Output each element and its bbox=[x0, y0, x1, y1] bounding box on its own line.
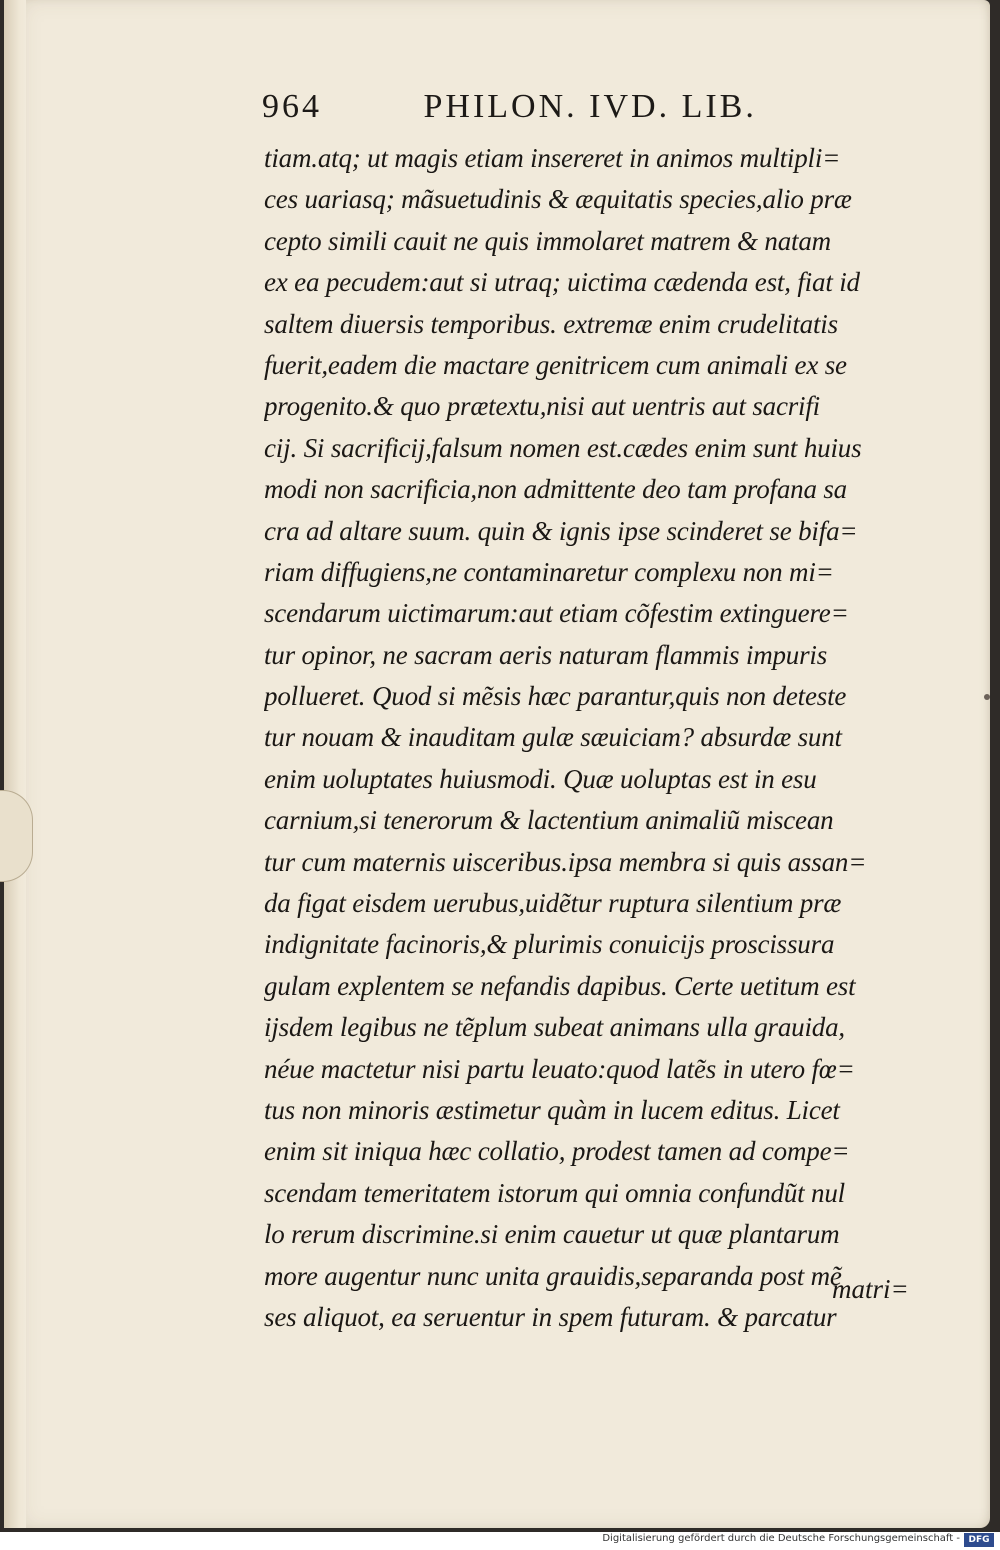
text-line: modi non sacrificia,non admittente deo tam profana sa bbox=[264, 474, 847, 505]
text-line: more augentur nunc unita grauidis,separanda post mẽ bbox=[264, 1260, 842, 1291]
text-line: ces uariasq; mãsuetudinis & æquitatis species,alio præ bbox=[264, 184, 852, 215]
body-text bbox=[264, 138, 924, 1338]
footer-credit: Digitalisierung gefördert durch die Deutsche Forschungsgemeinschaft - bbox=[602, 1533, 960, 1544]
text-line: néue mactetur nisi partu leuato:quod latẽs in utero fœ= bbox=[264, 1053, 855, 1084]
text-line: progenito.& quo prætextu,nisi aut uentris aut sacrifi bbox=[264, 391, 820, 422]
text-line: saltem diuersis temporibus. extremæ enim crudelitatis bbox=[264, 308, 838, 339]
footer-bar bbox=[0, 1532, 1000, 1550]
text-line: riam diffugiens,ne contaminaretur complexu non mi= bbox=[264, 556, 834, 587]
text-line: enim sit iniqua hæc collatio, prodest tamen ad compe= bbox=[264, 1136, 850, 1167]
text-line: cij. Si sacrificij,falsum nomen est.cædes enim sunt huius bbox=[264, 432, 862, 463]
text-line: carnium,si tenerorum & lactentium animaliũ miscean bbox=[264, 805, 834, 836]
running-title: PHILON. IVD. LIB. bbox=[423, 88, 757, 125]
text-line: enim uoluptates huiusmodi. Quæ uoluptas est in esu bbox=[264, 763, 817, 794]
text-line: ijsdem legibus ne tẽplum subeat animans ulla grauida, bbox=[264, 1012, 845, 1043]
text-line: fuerit,eadem die mactare genitricem cum animali ex se bbox=[264, 349, 847, 380]
text-line: scendam temeritatem istorum qui omnia confundũt nul bbox=[264, 1177, 845, 1208]
page-edge-tab bbox=[0, 790, 33, 882]
text-line: cra ad altare suum. quin & ignis ipse scinderet se bifa= bbox=[264, 515, 858, 546]
text-line: indignitate facinoris,& plurimis conuicijs proscissura bbox=[264, 929, 835, 960]
text-line: da figat eisdem uerubus,uidẽtur ruptura silentium præ bbox=[264, 888, 842, 919]
text-line: tus non minoris æstimetur quàm in lucem editus. Licet bbox=[264, 1094, 840, 1125]
text-line: cepto simili cauit ne quis immolaret matrem & natam bbox=[264, 225, 831, 256]
page-gutter-shadow bbox=[4, 0, 26, 1528]
text-line: tiam.atq; ut magis etiam insereret in animos multipli= bbox=[264, 143, 841, 173]
text-line: tur nouam & inauditam gulæ sæuiciam? absurdæ sunt bbox=[264, 722, 842, 753]
dfg-logo: DFG bbox=[964, 1533, 994, 1547]
text-line: gulam explentem se nefandis dapibus. Certe uetitum est bbox=[264, 970, 856, 1001]
text-line: tur cum maternis uisceribus.ipsa membra si quis assan= bbox=[264, 846, 867, 877]
text-line: ex ea pecudem:aut si utraq; uictima cædenda est, fiat id bbox=[264, 267, 860, 298]
text-line: pollueret. Quod si mẽsis hæc parantur,quis non deteste bbox=[264, 681, 847, 712]
text-line: ses aliquot, ea seruentur in spem futuram. & parcatur bbox=[264, 1301, 837, 1332]
page-number: 964 bbox=[262, 88, 322, 125]
text-line: tur opinor, ne sacram aeris naturam flammis impuris bbox=[264, 639, 828, 670]
paper-speck bbox=[984, 694, 990, 700]
running-head bbox=[262, 88, 862, 138]
catchword: matri= bbox=[832, 1274, 909, 1304]
text-line: lo rerum discrimine.si enim cauetur ut quæ plantarum bbox=[264, 1219, 840, 1250]
text-line: scendarum uictimarum:aut etiam cõfestim extinguere= bbox=[264, 598, 849, 629]
